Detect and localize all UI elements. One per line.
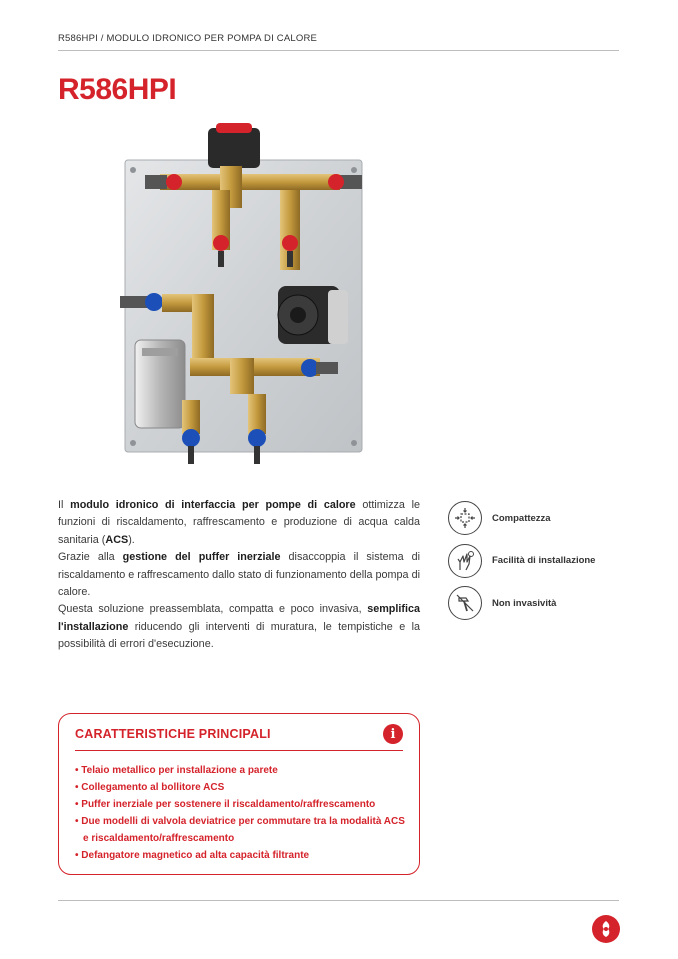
feature-item: [448, 585, 648, 621]
feature-label: Non invasività: [492, 597, 557, 609]
description-paragraph-1: Il modulo idronico di interfaccia per pompe di calore ottimizza le funzioni di riscaldamento, raffrescamento e produzione di acqua calda sanitaria (ACS).: [58, 499, 421, 546]
main-features-list: [75, 762, 409, 864]
footer-divider: [58, 900, 619, 901]
feature-item: [448, 500, 648, 536]
description-paragraph-2: Grazie alla gestione del puffer inerziale disaccoppia il sistema di riscaldamento e raffrescamento dallo stato di funzionamento della pompa di calore.: [58, 551, 421, 599]
no-hammer-icon: [448, 586, 482, 620]
list-item: • Due modelli di valvola deviatrice per commutare tra la modalità ACS e riscaldamento/raffrescamento: [75, 816, 405, 844]
compact-icon: [448, 501, 482, 535]
feature-label: Compattezza: [492, 512, 551, 524]
info-icon: i: [383, 724, 403, 744]
list-item: • Defangatore magnetico ad alta capacità filtrante: [75, 850, 310, 861]
hand-install-icon: [448, 544, 482, 578]
product-image: [100, 118, 390, 483]
list-item: • Collegamento al bollitore ACS: [75, 782, 225, 793]
main-features-title: CARATTERISTICHE PRINCIPALI: [75, 727, 271, 741]
brand-logo: [592, 915, 620, 943]
main-features-box: [58, 713, 420, 875]
description-paragraph-3: Questa soluzione preassemblata, compatta e poco invasiva, semplifica l'installazione riducendo gli interventi di muratura, le tempistiche e la possibilità di errori d'esecuzione.: [58, 603, 420, 651]
breadcrumb: R586HPI / MODULO IDRONICO PER POMPA DI CALORE: [58, 33, 318, 44]
main-features-divider: [75, 750, 403, 751]
page-title: R586HPI: [58, 73, 177, 106]
feature-list: [448, 500, 648, 628]
list-item: • Puffer inerziale per sostenere il riscaldamento/raffrescamento: [75, 799, 376, 810]
header-divider: [58, 50, 619, 51]
list-item: • Telaio metallico per installazione a parete: [75, 765, 278, 776]
feature-label: Facilità di installazione: [492, 555, 596, 566]
feature-item: [448, 543, 648, 579]
product-description: [58, 497, 420, 654]
